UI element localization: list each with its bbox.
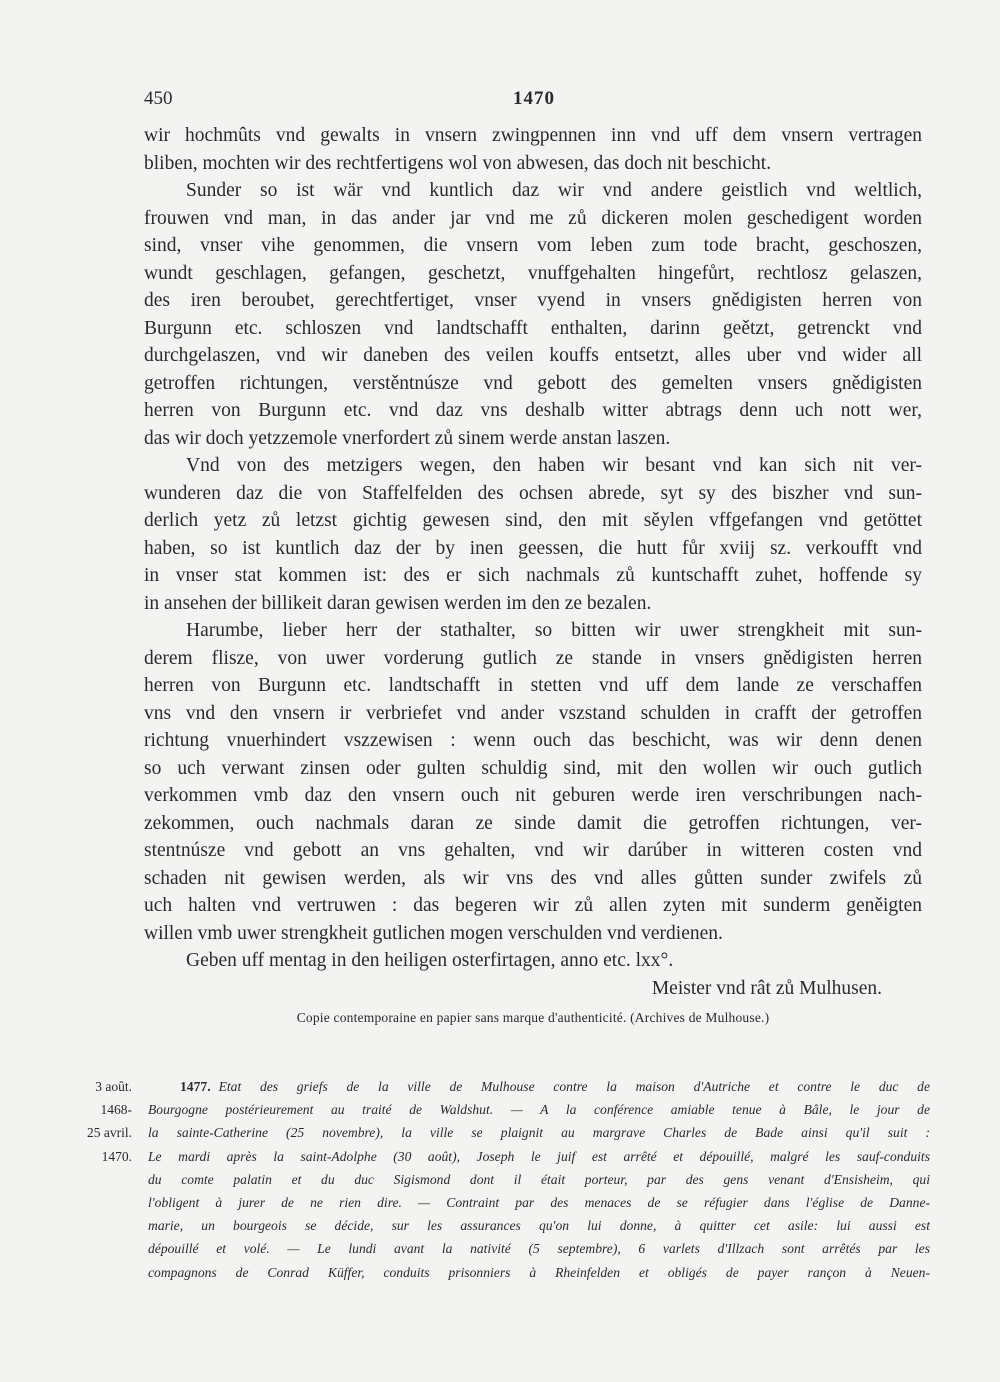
body-line: herren von Burgunn etc. vnd daz vns deshalb witter abtrags denn uch nott wer, [144, 400, 922, 421]
body-line: uch halten vnd vertruwen : das begeren wir zů allen zyten mit sunderm geněigten [144, 895, 922, 916]
body-line: frouwen vnd man, in das ander jar vnd me zů dickeren molen geschedigent worden [144, 207, 922, 229]
body-line: Sunder so ist wär vnd kuntlich daz wir vnd andere geistlich vnd weltlich, [186, 180, 922, 201]
body-line: des iren beroubet, gerechtfertiget, vnser vyend in vnsers gnědigisten herren von [144, 290, 922, 311]
body-line: wunderen daz die von Staffelfelden des ochsen abrede, syt sy des biszher vnd sun- [144, 482, 922, 504]
body-line: wir hochmûts vnd gewalts in vnsern zwingpennen inn vnd uff dem vnsern vertragen [144, 125, 922, 146]
body-line: derem flisze, von uwer vorderung gutlich ze stande in vnsers gnědigisten herren [144, 647, 922, 669]
document-line: Bourgogne postérieurement au traité de Waldshut. — A la conférence amiable tenue à Bâle, le jour de [148, 1102, 930, 1118]
body-line: Harumbe, lieber herr der stathalter, so bitten wir uwer strengkheit mit sun- [186, 620, 922, 641]
body-line: Burgunn etc. schloszen vnd landtschafft enthalten, darinn geětzt, getrenckt vnd [144, 317, 922, 339]
margin-date [70, 1075, 132, 1168]
body-line: sind, vnser vihe genommen, die vnsern vom leben zum tode bracht, geschoszen, [144, 235, 922, 256]
letter-body [144, 122, 922, 1002]
document-line: compagnons de Conrad Küffer, conduits prisonniers à Rheinfelden et obligés de payer rançon à Neuen- [148, 1264, 930, 1280]
margin-date-line: 1470. [101, 1148, 132, 1164]
document-line: la sainte-Catherine (25 novembre), la ville se plaignit au margrave Charles de Bade ainsi qu'il suit : [148, 1125, 930, 1141]
document-line: marie, un bourgeois se décide, sur les assurances qu'on lui donne, à quitter cet asile: lui aussi est [148, 1218, 930, 1234]
body-line: zekommen, ouch nachmals daran ze sinde damit die getroffen richtungen, ver- [144, 812, 922, 834]
document-line: dépouillé et volé. — Le lundi avant la nativité (5 septembre), 6 varlets d'Illzach sont arrêtés par les [148, 1241, 930, 1257]
body-line: willen vmb uwer strengkheit gutlichen mogen verschulden vnd verdienen. [144, 922, 723, 944]
body-line: getroffen richtungen, verstěntnúsze vnd gebott des gemelten vnsers gnědigisten [144, 372, 922, 394]
body-line: haben, so ist kuntlich daz der by inen geessen, die hutt fůr xviij sz. verkoufft vnd [144, 537, 922, 559]
body-line: herren von Burgunn etc. landtschafft in stetten vnd uff dem lande ze verschaffen [144, 675, 922, 696]
page-header [144, 88, 924, 118]
body-line: durchgelaszen, vnd wir daneben des veilen kouffs entsetzt, alles uber vnd wider all [144, 345, 922, 366]
body-line: das wir doch yetzzemole vnerfordert zů sinem werde anstan laszen. [144, 427, 671, 449]
document-line: l'obligent à jurer de ne rien dire. — Contraint par des menaces de se réfugier dans l'église de Danne- [148, 1194, 930, 1210]
body-line: bliben, mochten wir des rechtfertigens wol von abwesen, das doch nit beschicht. [144, 152, 772, 174]
page-number: 450 [144, 88, 173, 109]
document-line [148, 1075, 930, 1098]
body-line: richtung vnuerhindert vszzewisen : wenn ouch das beschicht, was wir denn denen [144, 730, 922, 751]
body-line: Geben uff mentag in den heiligen osterfirtagen, anno etc. lxx°. [186, 950, 674, 971]
body-line: vns vnd den vnsern ir verbriefet vnd ander vszstand schulden in crafft der getroffen [144, 702, 922, 724]
document-line-text: Etat des griefs de la ville de Mulhouse contre la maison d'Autriche et contre le duc de [218, 1079, 930, 1094]
body-line: derlich yetz zů letzst gichtig gewesen sind, den mit sěylen vffgefangen vnd getöttet [144, 510, 922, 531]
document-line: du comte palatin et du duc Sigismond dont il était porteur, par des gens venant d'Ensisheim, qui [148, 1171, 930, 1187]
body-line: in vnser stat kommen ist: des er sich nachmals zů kuntschafft zuhet, hoffende sy [144, 565, 922, 586]
running-head-year: 1470 [513, 88, 555, 109]
margin-date-line: 3 août. [95, 1079, 132, 1094]
body-line: wundt geschlagen, gefangen, geschetzt, vnuffgehalten hingefůrt, rechtlosz gelaszen, [144, 262, 922, 284]
document-number: 1477. [180, 1079, 211, 1094]
source-note: Copie contemporaine en papier sans marque d'authenticité. (Archives de Mulhouse.) [296, 1010, 770, 1025]
body-line: verkommen vmb daz den vnsern ouch nit geburen werde iren verschribungen nach- [144, 785, 922, 806]
body-line: stentnúsze vnd gebott an vns gehalten, vnd wir darúber in witteren costen vnd [144, 840, 922, 861]
margin-date-line: 1468- [100, 1102, 132, 1118]
document-summary [148, 1075, 930, 1284]
body-line: Meister vnd rât zů Mulhusen. [651, 977, 882, 999]
margin-date-line: 25 avril. [87, 1125, 132, 1141]
document-line: Le mardi après la saint-Adolphe (30 août), Joseph le juif est arrêté et dépouillé, malgré les sauf-conduits [148, 1148, 930, 1164]
body-line: schaden nit gewisen werden, als wir vns des vnd alles gůtten sunder zwifels zů [144, 867, 922, 889]
body-line: in ansehen der billikeit daran gewisen werden im den ze bezalen. [144, 592, 652, 614]
body-line: Vnd von des metzigers wegen, den haben wir besant vnd kan sich nit ver- [186, 455, 922, 476]
body-line: so uch verwant zinsen oder gulten schuldig sind, mit den wollen wir ouch gutlich [144, 757, 922, 779]
